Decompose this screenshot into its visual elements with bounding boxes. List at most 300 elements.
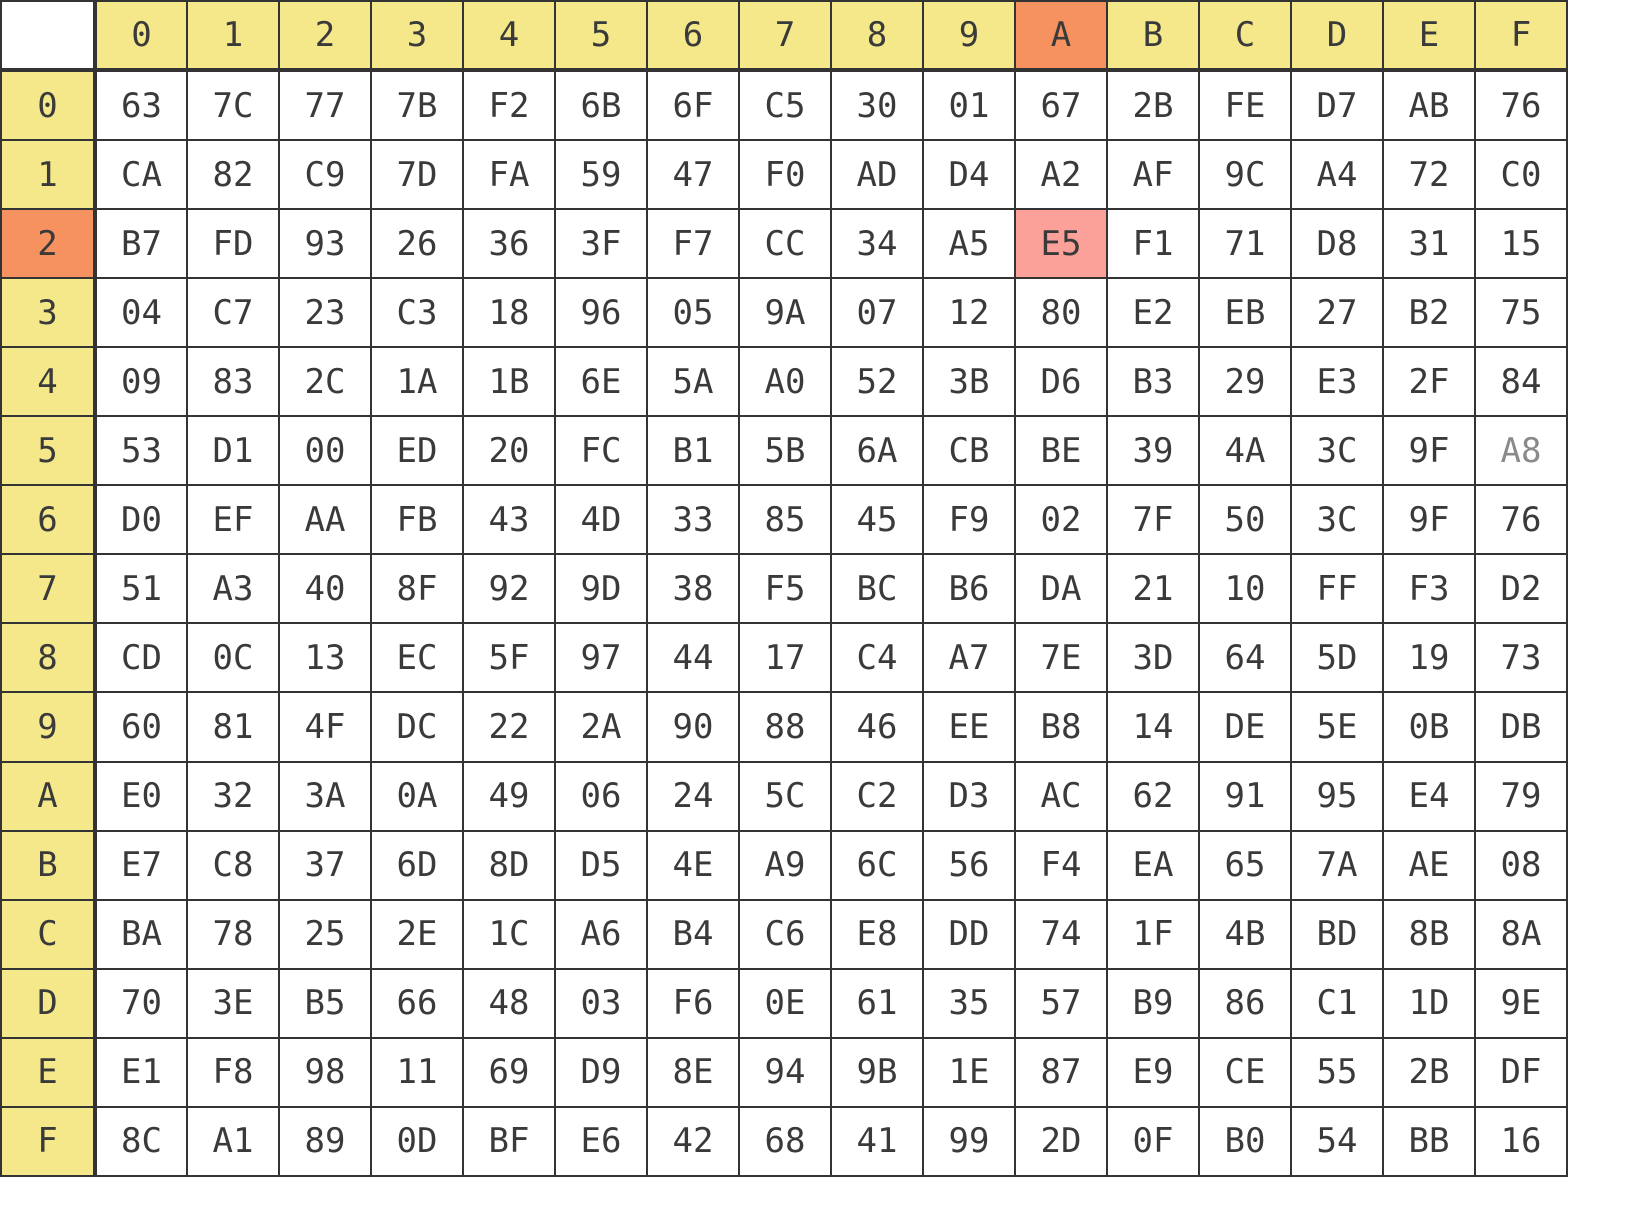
table-cell: 6A — [831, 416, 923, 485]
table-cell: CD — [95, 623, 187, 692]
table-cell: 87 — [1015, 1038, 1107, 1107]
table-cell: 74 — [1015, 900, 1107, 969]
table-row — [1, 278, 1567, 347]
table-cell: DE — [1199, 692, 1291, 761]
table-row — [1, 1107, 1567, 1176]
table-cell: 8D — [463, 831, 555, 900]
column-header-4: 4 — [463, 1, 555, 70]
table-cell: 9D — [555, 554, 647, 623]
table-cell: 0B — [1383, 692, 1475, 761]
table-cell: 01 — [923, 70, 1015, 140]
table-cell: 22 — [463, 692, 555, 761]
table-row — [1, 416, 1567, 485]
table-cell: AE — [1383, 831, 1475, 900]
table-cell: 60 — [95, 692, 187, 761]
table-cell: 67 — [1015, 70, 1107, 140]
table-cell: 98 — [279, 1038, 371, 1107]
row-header-d: D — [1, 969, 95, 1038]
table-cell: A6 — [555, 900, 647, 969]
table-cell: 29 — [1199, 347, 1291, 416]
table-cell: 7E — [1015, 623, 1107, 692]
table-cell: 83 — [187, 347, 279, 416]
table-cell: C9 — [279, 140, 371, 209]
table-cell: 34 — [831, 209, 923, 278]
table-cell: B6 — [923, 554, 1015, 623]
table-cell: E9 — [1107, 1038, 1199, 1107]
column-header-5: 5 — [555, 1, 647, 70]
table-cell: 7D — [371, 140, 463, 209]
table-cell: 70 — [95, 969, 187, 1038]
table-cell: 57 — [1015, 969, 1107, 1038]
table-cell: 48 — [463, 969, 555, 1038]
column-header-2: 2 — [279, 1, 371, 70]
table-cell: D3 — [923, 762, 1015, 831]
table-cell: 9F — [1383, 485, 1475, 554]
table-cell: FB — [371, 485, 463, 554]
table-cell: F7 — [647, 209, 739, 278]
table-cell: 97 — [555, 623, 647, 692]
table-cell: 1F — [1107, 900, 1199, 969]
table-cell: 62 — [1107, 762, 1199, 831]
table-cell: 88 — [739, 692, 831, 761]
table-row — [1, 969, 1567, 1038]
table-cell: 31 — [1383, 209, 1475, 278]
table-cell: 2C — [279, 347, 371, 416]
table-cell: 11 — [371, 1038, 463, 1107]
row-header-c: C — [1, 900, 95, 969]
table-cell: 3A — [279, 762, 371, 831]
column-header-9: 9 — [923, 1, 1015, 70]
table-cell: BE — [1015, 416, 1107, 485]
table-cell: F5 — [739, 554, 831, 623]
table-row — [1, 831, 1567, 900]
table-cell: 2A — [555, 692, 647, 761]
table-cell: 0C — [187, 623, 279, 692]
table-cell: 76 — [1475, 485, 1567, 554]
table-cell: E2 — [1107, 278, 1199, 347]
table-cell: 08 — [1475, 831, 1567, 900]
table-cell: D9 — [555, 1038, 647, 1107]
table-cell: B8 — [1015, 692, 1107, 761]
row-header-0: 0 — [1, 70, 95, 140]
table-cell: 64 — [1199, 623, 1291, 692]
table-cell: 0F — [1107, 1107, 1199, 1176]
row-header-7: 7 — [1, 554, 95, 623]
table-cell: C8 — [187, 831, 279, 900]
table-cell: BF — [463, 1107, 555, 1176]
table-cell: 9F — [1383, 416, 1475, 485]
table-cell: AC — [1015, 762, 1107, 831]
table-cell: 45 — [831, 485, 923, 554]
row-header-a: A — [1, 762, 95, 831]
column-header-d: D — [1291, 1, 1383, 70]
table-cell: B5 — [279, 969, 371, 1038]
table-cell: E8 — [831, 900, 923, 969]
table-cell: B1 — [647, 416, 739, 485]
table-cell: 5C — [739, 762, 831, 831]
table-cell: F6 — [647, 969, 739, 1038]
table-cell: 3D — [1107, 623, 1199, 692]
table-cell: 8E — [647, 1038, 739, 1107]
table-cell: 91 — [1199, 762, 1291, 831]
table-cell: FE — [1199, 70, 1291, 140]
table-cell: 7F — [1107, 485, 1199, 554]
table-cell: 33 — [647, 485, 739, 554]
table-cell: CE — [1199, 1038, 1291, 1107]
table-cell: 38 — [647, 554, 739, 623]
table-cell: 95 — [1291, 762, 1383, 831]
table-cell: 77 — [279, 70, 371, 140]
table-cell: 6B — [555, 70, 647, 140]
table-cell: 26 — [371, 209, 463, 278]
column-header-7: 7 — [739, 1, 831, 70]
table-cell: 96 — [555, 278, 647, 347]
table-cell: 73 — [1475, 623, 1567, 692]
table-row — [1, 900, 1567, 969]
table-cell: CA — [95, 140, 187, 209]
table-cell: E6 — [555, 1107, 647, 1176]
table-cell: 4B — [1199, 900, 1291, 969]
table-cell: 47 — [647, 140, 739, 209]
table-cell: DC — [371, 692, 463, 761]
table-cell: 14 — [1107, 692, 1199, 761]
table-cell: FC — [555, 416, 647, 485]
row-header-5: 5 — [1, 416, 95, 485]
table-row — [1, 623, 1567, 692]
table-cell: 86 — [1199, 969, 1291, 1038]
table-cell: 1D — [1383, 969, 1475, 1038]
row-header-3: 3 — [1, 278, 95, 347]
table-cell: 54 — [1291, 1107, 1383, 1176]
table-cell: AD — [831, 140, 923, 209]
table-cell: 1B — [463, 347, 555, 416]
table-cell: 2E — [371, 900, 463, 969]
table-cell: 89 — [279, 1107, 371, 1176]
table-cell: 30 — [831, 70, 923, 140]
table-cell: FF — [1291, 554, 1383, 623]
table-cell: 06 — [555, 762, 647, 831]
highlighted-cell: E5 — [1015, 209, 1107, 278]
table-cell: CB — [923, 416, 1015, 485]
table-cell: A3 — [187, 554, 279, 623]
table-row — [1, 692, 1567, 761]
table-cell: 42 — [647, 1107, 739, 1176]
table-cell: CC — [739, 209, 831, 278]
table-cell: DA — [1015, 554, 1107, 623]
table-cell: 56 — [923, 831, 1015, 900]
table-cell: C6 — [739, 900, 831, 969]
table-cell: E4 — [1383, 762, 1475, 831]
table-cell: 51 — [95, 554, 187, 623]
table-cell: E1 — [95, 1038, 187, 1107]
table-cell: 2D — [1015, 1107, 1107, 1176]
row-header-4: 4 — [1, 347, 95, 416]
table-cell: 07 — [831, 278, 923, 347]
table-cell: 0D — [371, 1107, 463, 1176]
table-cell: 39 — [1107, 416, 1199, 485]
table-cell: 3E — [187, 969, 279, 1038]
row-header-9: 9 — [1, 692, 95, 761]
table-cell: AB — [1383, 70, 1475, 140]
table-cell: C2 — [831, 762, 923, 831]
table-row — [1, 209, 1567, 278]
table-cell: A5 — [923, 209, 1015, 278]
table-cell: 6D — [371, 831, 463, 900]
table-cell: 43 — [463, 485, 555, 554]
table-cell: 85 — [739, 485, 831, 554]
table-cell: 80 — [1015, 278, 1107, 347]
row-header-8: 8 — [1, 623, 95, 692]
table-row — [1, 1038, 1567, 1107]
corner-cell — [1, 1, 95, 70]
table-cell: AA — [279, 485, 371, 554]
table-cell: 0A — [371, 762, 463, 831]
table-cell: 90 — [647, 692, 739, 761]
table-cell: 04 — [95, 278, 187, 347]
table-cell: 3F — [555, 209, 647, 278]
table-cell: 3C — [1291, 485, 1383, 554]
table-cell: 78 — [187, 900, 279, 969]
table-cell: 4F — [279, 692, 371, 761]
table-cell: EB — [1199, 278, 1291, 347]
table-cell: 76 — [1475, 70, 1567, 140]
table-cell: 49 — [463, 762, 555, 831]
row-header-e: E — [1, 1038, 95, 1107]
row-header-1: 1 — [1, 140, 95, 209]
table-cell: A1 — [187, 1107, 279, 1176]
table-cell: 00 — [279, 416, 371, 485]
column-header-6: 6 — [647, 1, 739, 70]
table-cell: FD — [187, 209, 279, 278]
table-cell: C1 — [1291, 969, 1383, 1038]
table-cell: 4E — [647, 831, 739, 900]
table-cell: 46 — [831, 692, 923, 761]
table-cell: 7C — [187, 70, 279, 140]
row-header-6: 6 — [1, 485, 95, 554]
table-cell: 16 — [1475, 1107, 1567, 1176]
table-cell: 75 — [1475, 278, 1567, 347]
table-cell: BD — [1291, 900, 1383, 969]
table-cell: C5 — [739, 70, 831, 140]
table-row — [1, 347, 1567, 416]
table-cell: 1A — [371, 347, 463, 416]
table-cell: EE — [923, 692, 1015, 761]
table-cell: 84 — [1475, 347, 1567, 416]
column-header-a: A — [1015, 1, 1107, 70]
table-cell: 71 — [1199, 209, 1291, 278]
table-cell: 1E — [923, 1038, 1015, 1107]
table-cell: 23 — [279, 278, 371, 347]
table-cell: 13 — [279, 623, 371, 692]
column-header-0: 0 — [95, 1, 187, 70]
table-cell: DD — [923, 900, 1015, 969]
table-cell: 2B — [1107, 70, 1199, 140]
table-cell: 3B — [923, 347, 1015, 416]
table-cell: B7 — [95, 209, 187, 278]
table-cell: F0 — [739, 140, 831, 209]
table-cell: F4 — [1015, 831, 1107, 900]
table-cell: 5D — [1291, 623, 1383, 692]
table-cell: BB — [1383, 1107, 1475, 1176]
table-cell: B3 — [1107, 347, 1199, 416]
table-cell: F1 — [1107, 209, 1199, 278]
table-cell: 35 — [923, 969, 1015, 1038]
table-cell: 17 — [739, 623, 831, 692]
table-cell: 19 — [1383, 623, 1475, 692]
table-cell: 32 — [187, 762, 279, 831]
table-cell: BC — [831, 554, 923, 623]
table-cell: C3 — [371, 278, 463, 347]
table-cell: 25 — [279, 900, 371, 969]
table-cell: C0 — [1475, 140, 1567, 209]
table-cell: 79 — [1475, 762, 1567, 831]
table-cell: B0 — [1199, 1107, 1291, 1176]
table-cell: FA — [463, 140, 555, 209]
table-cell: F2 — [463, 70, 555, 140]
table-cell: DF — [1475, 1038, 1567, 1107]
table-cell: 41 — [831, 1107, 923, 1176]
table-cell: EF — [187, 485, 279, 554]
table-cell: 53 — [95, 416, 187, 485]
table-cell: D5 — [555, 831, 647, 900]
table-cell: 1C — [463, 900, 555, 969]
table-cell: E3 — [1291, 347, 1383, 416]
table-cell: D0 — [95, 485, 187, 554]
table-cell: 8A — [1475, 900, 1567, 969]
table-cell: A7 — [923, 623, 1015, 692]
table-cell: A9 — [739, 831, 831, 900]
table-cell: A4 — [1291, 140, 1383, 209]
table-cell: 3C — [1291, 416, 1383, 485]
table-cell: 6C — [831, 831, 923, 900]
table-cell: 40 — [279, 554, 371, 623]
table-cell: 2B — [1383, 1038, 1475, 1107]
table-cell: 63 — [95, 70, 187, 140]
table-cell: 44 — [647, 623, 739, 692]
row-header-f: F — [1, 1107, 95, 1176]
column-header-3: 3 — [371, 1, 463, 70]
table-cell: 66 — [371, 969, 463, 1038]
table-cell: 36 — [463, 209, 555, 278]
table-cell: F9 — [923, 485, 1015, 554]
table-cell: E0 — [95, 762, 187, 831]
table-row — [1, 485, 1567, 554]
table-cell: 09 — [95, 347, 187, 416]
table-cell: 6E — [555, 347, 647, 416]
table-cell: C7 — [187, 278, 279, 347]
table-cell: 52 — [831, 347, 923, 416]
table-cell: EA — [1107, 831, 1199, 900]
table-cell: A8 — [1475, 416, 1567, 485]
table-cell: 82 — [187, 140, 279, 209]
table-cell: 50 — [1199, 485, 1291, 554]
table-cell: 7B — [371, 70, 463, 140]
table-cell: 10 — [1199, 554, 1291, 623]
table-cell: 20 — [463, 416, 555, 485]
column-header-f: F — [1475, 1, 1567, 70]
table-cell: 93 — [279, 209, 371, 278]
table-cell: 27 — [1291, 278, 1383, 347]
row-header-2: 2 — [1, 209, 95, 278]
table-cell: 15 — [1475, 209, 1567, 278]
table-cell: 8B — [1383, 900, 1475, 969]
table-cell: 65 — [1199, 831, 1291, 900]
table-cell: 6F — [647, 70, 739, 140]
table-cell: 37 — [279, 831, 371, 900]
table-cell: 99 — [923, 1107, 1015, 1176]
table-cell: 9C — [1199, 140, 1291, 209]
table-cell: A0 — [739, 347, 831, 416]
table-cell: 5E — [1291, 692, 1383, 761]
table-cell: ED — [371, 416, 463, 485]
column-header-8: 8 — [831, 1, 923, 70]
table-cell: F3 — [1383, 554, 1475, 623]
table-cell: 92 — [463, 554, 555, 623]
table-cell: B9 — [1107, 969, 1199, 1038]
table-cell: EC — [371, 623, 463, 692]
table-cell: B2 — [1383, 278, 1475, 347]
column-header-row — [1, 1, 1567, 70]
table-cell: 81 — [187, 692, 279, 761]
table-cell: D4 — [923, 140, 1015, 209]
table-cell: 59 — [555, 140, 647, 209]
table-cell: 12 — [923, 278, 1015, 347]
column-header-1: 1 — [187, 1, 279, 70]
table-cell: 18 — [463, 278, 555, 347]
table-cell: 2F — [1383, 347, 1475, 416]
column-header-b: B — [1107, 1, 1199, 70]
table-cell: C4 — [831, 623, 923, 692]
row-header-b: B — [1, 831, 95, 900]
table-cell: 8C — [95, 1107, 187, 1176]
table-cell: 8F — [371, 554, 463, 623]
table-cell: 4A — [1199, 416, 1291, 485]
table-cell: D6 — [1015, 347, 1107, 416]
table-row — [1, 140, 1567, 209]
table-cell: B4 — [647, 900, 739, 969]
table-cell: 9A — [739, 278, 831, 347]
table-cell: D2 — [1475, 554, 1567, 623]
table-cell: 4D — [555, 485, 647, 554]
column-header-e: E — [1383, 1, 1475, 70]
table-cell: A2 — [1015, 140, 1107, 209]
table-cell: DB — [1475, 692, 1567, 761]
table-cell: 5F — [463, 623, 555, 692]
table-cell: AF — [1107, 140, 1199, 209]
table-cell: 05 — [647, 278, 739, 347]
table-cell: 61 — [831, 969, 923, 1038]
table-cell: 03 — [555, 969, 647, 1038]
table-cell: 24 — [647, 762, 739, 831]
table-cell: 7A — [1291, 831, 1383, 900]
table-cell: 69 — [463, 1038, 555, 1107]
table-cell: 9E — [1475, 969, 1567, 1038]
table-cell: D7 — [1291, 70, 1383, 140]
table-cell: 02 — [1015, 485, 1107, 554]
table-cell: 55 — [1291, 1038, 1383, 1107]
table-cell: D1 — [187, 416, 279, 485]
table-cell: F8 — [187, 1038, 279, 1107]
table-row — [1, 70, 1567, 140]
table-cell: 68 — [739, 1107, 831, 1176]
table-cell: 72 — [1383, 140, 1475, 209]
table-cell: E7 — [95, 831, 187, 900]
table-cell: 0E — [739, 969, 831, 1038]
table-cell: 5A — [647, 347, 739, 416]
table-cell: 9B — [831, 1038, 923, 1107]
table-cell: 5B — [739, 416, 831, 485]
column-header-c: C — [1199, 1, 1291, 70]
